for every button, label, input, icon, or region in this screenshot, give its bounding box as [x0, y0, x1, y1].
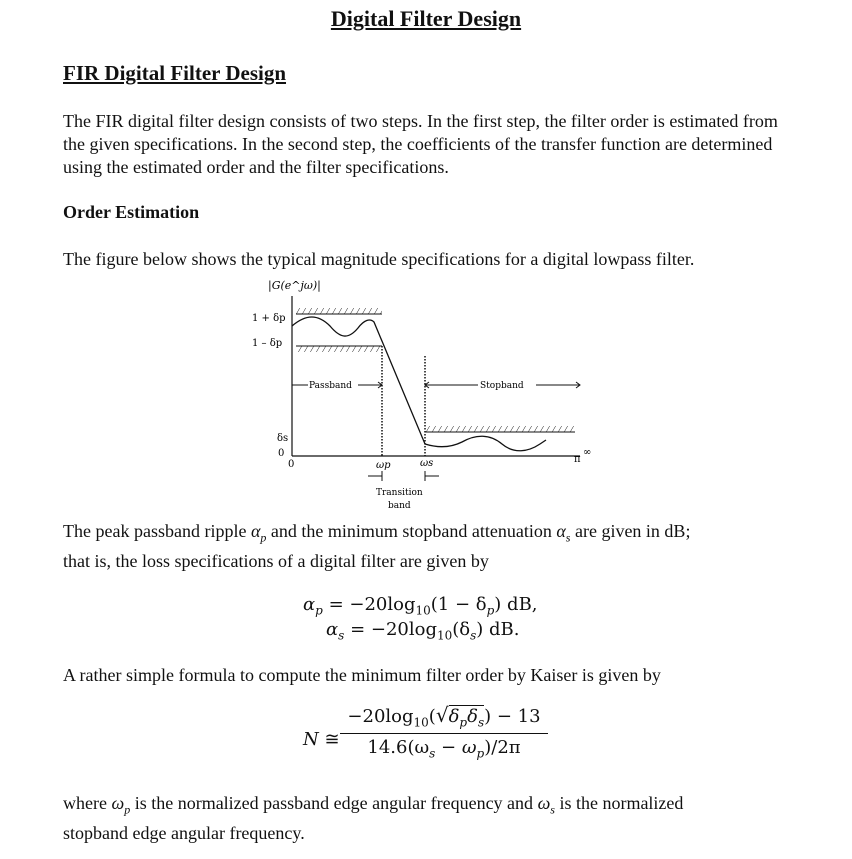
alpha-p-equation: $\alpha_p = -20\log_{10}(1 - \delta_p)$ dB,	[303, 594, 538, 618]
stopband-label: Stopband	[480, 381, 524, 391]
lower-hatch	[296, 346, 382, 352]
figure-intro-paragraph: The figure below shows the typical magnitude specifications for a digital lowpass filter.	[63, 249, 695, 269]
kaiser-denominator: $14.6(\omega_s - \omega_p)/2\pi$	[367, 737, 521, 761]
label-1-plus-dp: 1 + δp	[252, 313, 286, 324]
kaiser-numerator: $-20\log_{10}(√\delta_p\delta_s) - 13$	[347, 703, 541, 730]
label-pi: π	[574, 454, 581, 465]
lowpass-magnitude-figure	[240, 276, 600, 521]
stopband-hatch	[425, 426, 575, 432]
order-estimation-heading: Order Estimation	[63, 202, 200, 222]
y-axis-label: |G(e^jω)|	[268, 279, 321, 292]
label-zero-y: 0	[278, 448, 285, 459]
label-ds: δs	[277, 433, 289, 444]
label-zero-x: 0	[288, 459, 295, 470]
kaiser-lhs: N ≅	[303, 729, 340, 750]
alpha-s-equation: $\alpha_s = -20\log_{10}(\delta_s)$ dB.	[326, 619, 520, 643]
label-1-minus-dp: 1 – δp	[252, 338, 283, 349]
kaiser-paragraph: A rather simple formula to compute the minimum filter order by Kaiser is given by	[63, 665, 661, 685]
kaiser-fraction	[340, 703, 548, 761]
where-paragraph: where $\omega_p$ is the normalized passband edge angular frequency and $\omega_s$ is the normalized stopband edge angular frequency.	[63, 793, 684, 843]
transition-label-1: Transition	[376, 488, 423, 498]
intro-paragraph: The FIR digital filter design consists of two steps. In the first step, the filter order is estimated from the given specifications. In the second step, the coefficients of the transfer function are determined using the estimated order and the filter specifications.	[63, 111, 778, 177]
transition-label-2: band	[388, 501, 411, 511]
label-wp: ωp	[376, 460, 391, 471]
ripple-paragraph: The peak passband ripple $\alpha_p$ and the minimum stopband attenuation $\alpha_s$ are given in dB; that is, the loss specifications of a digital filter are given by	[63, 521, 691, 571]
page-title: Digital Filter Design	[330, 6, 522, 31]
label-ws: ωs	[420, 458, 434, 469]
section-heading: FIR Digital Filter Design	[63, 61, 287, 85]
passband-label: Passband	[309, 381, 352, 391]
label-infinity: ∞	[583, 447, 592, 458]
upper-hatch	[296, 308, 382, 314]
